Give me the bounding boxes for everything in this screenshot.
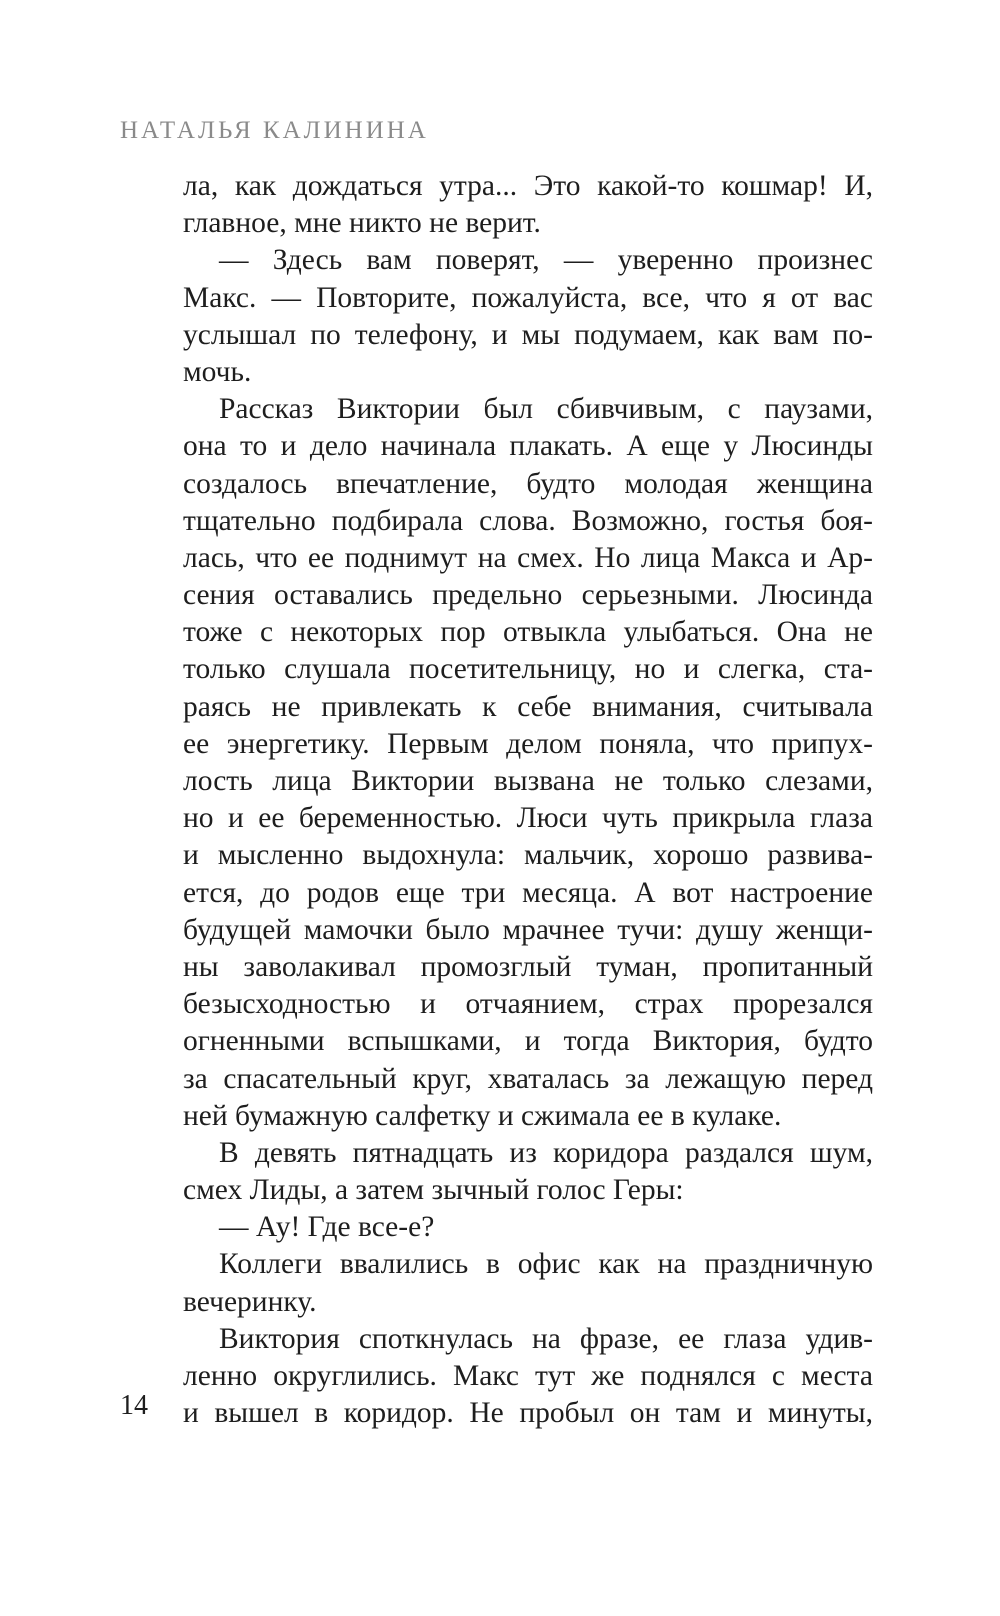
text-line: мочь.: [183, 355, 252, 388]
text-line: она то и дело начинала плакать. А еще у Люсинды: [183, 430, 873, 463]
text-line: ны заволакивал промозглый туман, пропитанный: [183, 950, 873, 983]
text-line: только слушала посетительницу, но и слегка, ста-: [183, 653, 873, 686]
text-line: Рассказ Виктории был сбивчивым, с паузами,: [219, 393, 873, 426]
text-line: ла, как дождаться утра... Это какой-то кошмар! И,: [183, 170, 873, 202]
text-line: ется, до родов еще три месяца. А вот настроение: [183, 876, 873, 909]
text-line: тщательно подбирала слова. Возможно, гостья боя-: [183, 504, 873, 537]
text-line: вечеринку.: [183, 1285, 317, 1318]
text-line: — Здесь вам поверят, — уверенно произнес: [219, 244, 873, 277]
text-line: В девять пятнадцать из коридора раздался шум,: [219, 1136, 873, 1169]
text-line: будущей мамочки было мрачнее тучи: душу женщи-: [183, 913, 873, 946]
text-line: лась, что ее поднимут на смех. Но лица Макса и Ар-: [183, 541, 873, 574]
text-line: и мысленно выдохнула: мальчик, хорошо развива-: [183, 839, 873, 872]
text-line: Коллеги ввалились в офис как на праздничную: [219, 1248, 873, 1281]
running-head: НАТАЛЬЯ КАЛИНИНА: [120, 117, 429, 144]
text-line: главное, мне никто не верит.: [183, 207, 541, 240]
text-line: тоже с некоторых пор отвыкла улыбаться. Она не: [183, 616, 873, 649]
text-line: и вышел в коридор. Не пробыл он там и минуты,: [183, 1397, 873, 1430]
text-line: услышал по телефону, и мы подумаем, как вам по-: [183, 318, 873, 351]
text-line: за спасательный круг, хваталась за лежащую перед: [183, 1062, 873, 1095]
text-line: — Ау! Где все-е?: [219, 1211, 435, 1244]
text-line: Макс. — Повторите, пожалуйста, все, что я от вас: [183, 281, 873, 314]
text-line: смех Лиды, а затем зычный голос Геры:: [183, 1174, 684, 1207]
text-line: создалось впечатление, будто молодая женщина: [183, 467, 873, 500]
text-line: ленно округлились. Макс тут же поднялся с места: [183, 1360, 873, 1392]
text-line: безысходностью и отчаянием, страх прорезался: [183, 988, 873, 1021]
text-line: Виктория споткнулась на фразе, ее глаза удив-: [219, 1322, 873, 1355]
text-line: огненными вспышками, и тогда Виктория, будто: [183, 1025, 873, 1058]
body-text: [183, 168, 873, 1432]
text-line: сения оставались предельно серьезными. Люсинда: [183, 579, 873, 612]
text-line: лость лица Виктории вызвана не только слезами,: [183, 765, 873, 797]
text-line: раясь не привлекать к себе внимания, считывала: [183, 690, 873, 723]
text-line: ней бумажную салфетку и сжимала ее в кулаке.: [183, 1099, 782, 1132]
text-line: но и ее беременностью. Люси чуть прикрыла глаза: [183, 802, 873, 835]
page-number: 14: [120, 1390, 148, 1421]
text-line: ее энергетику. Первым делом поняла, что припух-: [183, 727, 873, 760]
